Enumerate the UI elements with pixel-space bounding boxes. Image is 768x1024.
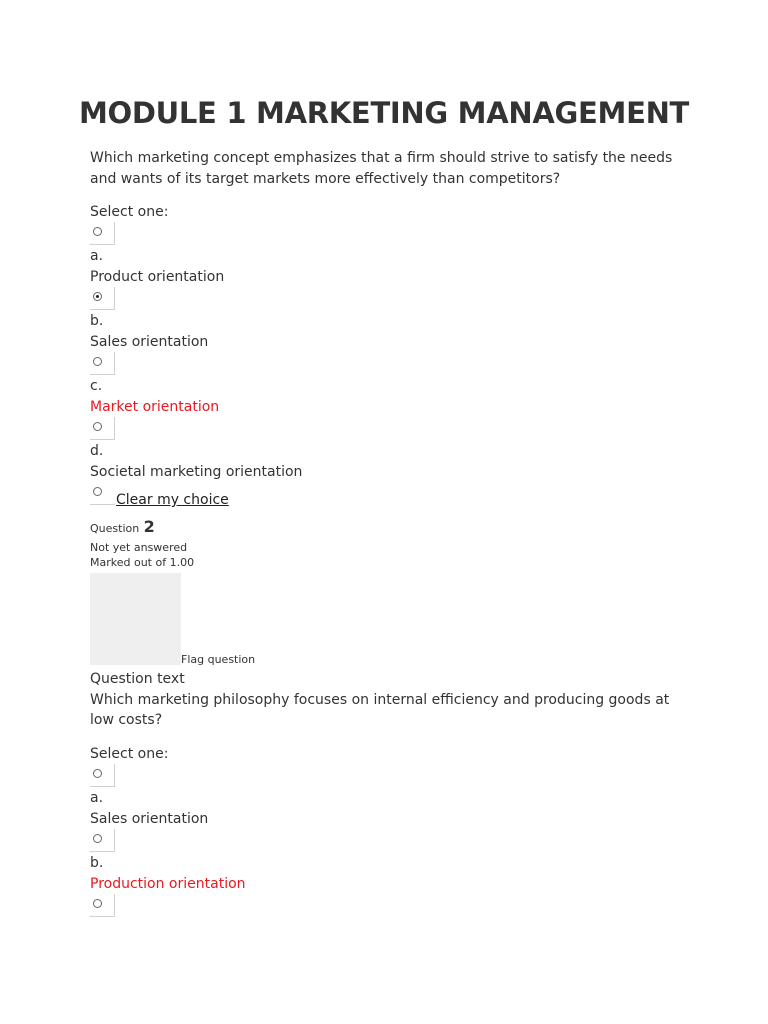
option-letter: b. [90,855,104,871]
question-number [90,517,155,539]
question-1-text: Which marketing concept emphasizes that a firm should strive to satisfy the needs and wants of its target markets more effectively than competitors? [90,150,673,187]
option-letter: a. [90,248,104,264]
option-letter: a. [90,790,104,806]
flag-question-link[interactable]: Flag question [181,653,256,666]
option-label[interactable]: Sales orientation [90,811,209,827]
radio-option-a[interactable] [90,764,115,787]
radio-circle-icon[interactable] [93,899,102,908]
option-label-correct[interactable]: Production orientation [90,876,246,892]
flag-icon[interactable] [90,573,181,665]
question-number-value: 2 [143,517,155,536]
question-status: Not yet answered [90,541,188,554]
clear-my-choice-link[interactable]: Clear my choice [116,492,229,508]
question-2-text: Which marketing philosophy focuses on internal efficiency and producing goods at low costs? [90,692,670,728]
option-label[interactable]: Sales orientation [90,334,209,350]
option-label-correct[interactable]: Market orientation [90,399,220,415]
radio-circle-icon[interactable] [93,422,102,431]
radio-circle-icon[interactable] [93,834,102,843]
radio-option-c[interactable] [90,894,115,917]
radio-circle-icon[interactable] [93,769,102,778]
radio-option-c[interactable] [90,352,115,375]
option-letter: b. [90,313,104,329]
question-marks: Marked out of 1.00 [90,556,195,569]
radio-option-b[interactable] [90,829,115,852]
option-letter: d. [90,443,104,459]
radio-circle-icon[interactable] [93,487,102,496]
radio-circle-icon[interactable] [93,357,102,366]
radio-circle-icon[interactable] [93,227,102,236]
radio-clear[interactable] [90,482,115,505]
question-text-heading: Question text [90,671,185,687]
option-label[interactable]: Societal marketing orientation [90,464,303,480]
radio-option-b[interactable] [90,287,115,310]
radio-option-a[interactable] [90,222,115,245]
page-title: MODULE 1 MARKETING MANAGEMENT [78,96,690,130]
select-one-label: Select one: [90,746,169,762]
question-number-label: Question [90,522,140,535]
select-one-label: Select one: [90,204,169,220]
radio-checked-icon[interactable] [93,292,102,301]
option-letter: c. [90,378,103,394]
radio-option-d[interactable] [90,417,115,440]
option-label[interactable]: Product orientation [90,269,225,285]
